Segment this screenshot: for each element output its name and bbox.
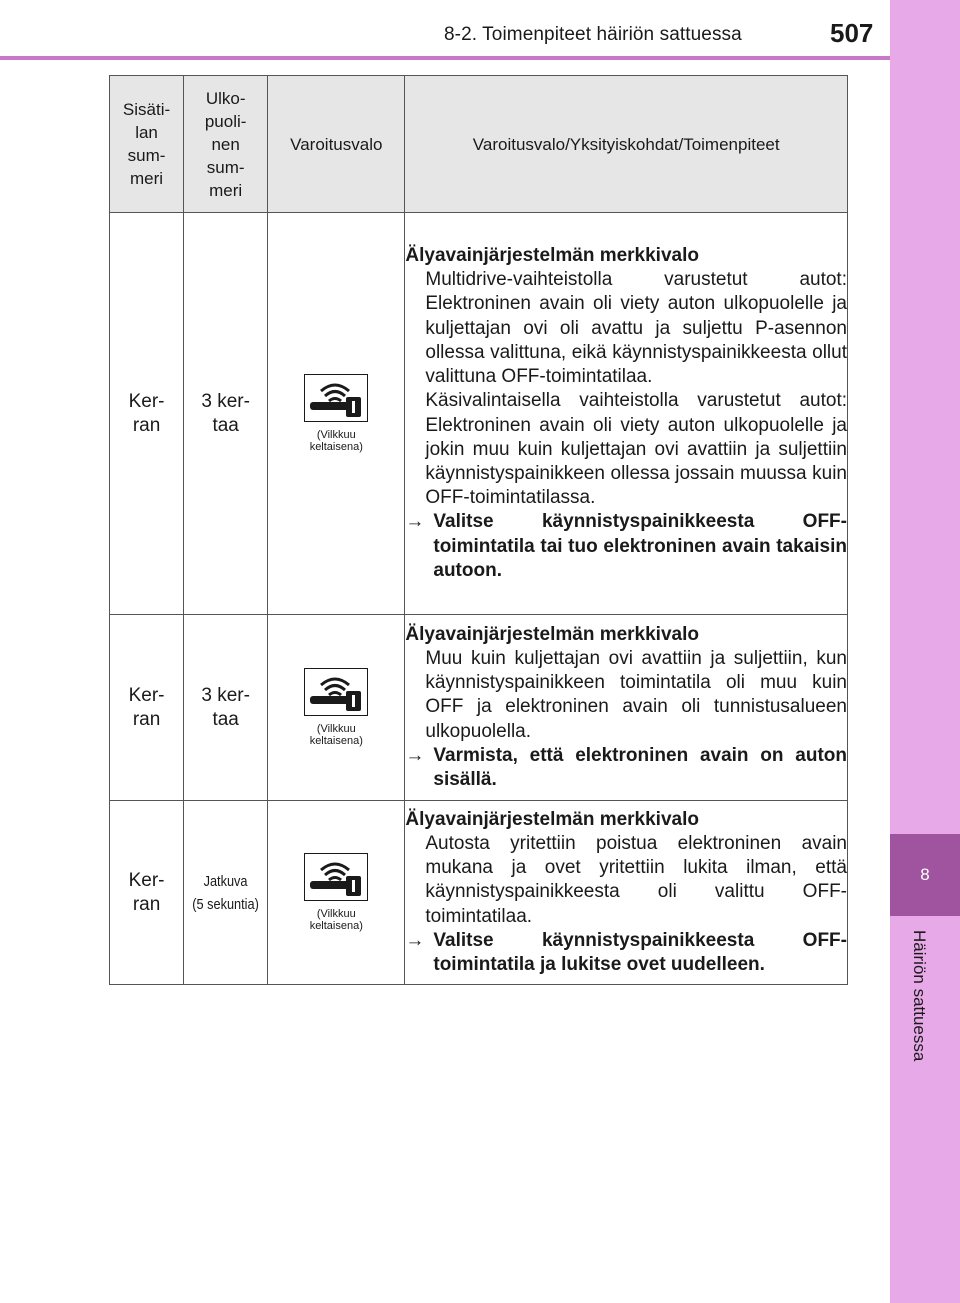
column-header-outside: Ulko- puoli- nen sum- meri	[184, 76, 268, 213]
header-rule	[0, 56, 890, 60]
column-header-inside: Sisäti- lan sum- meri	[110, 76, 184, 213]
warning-light-cell	[268, 615, 405, 801]
inside-buzzer-cell: Ker- ran	[110, 615, 184, 801]
smart-key-icon	[304, 374, 368, 422]
column-header-details: Varoitusvalo/Yksityiskohdat/Toimenpiteet	[405, 76, 848, 213]
action-instruction: → Valitse käynnistyspainikkeesta OFF-toimintatila ja lukitse ovet uudelleen.	[405, 929, 847, 977]
details-cell	[405, 213, 848, 615]
indicator-title: Älyavainjärjestelmän merkkivalo	[405, 623, 699, 645]
page-number: 507	[830, 18, 874, 48]
outside-buzzer-cell: Jatkuva (5 sekuntia)	[184, 801, 268, 985]
table-row	[110, 213, 848, 615]
arrow-right-icon: →	[405, 929, 425, 951]
side-tab	[890, 0, 960, 1303]
arrow-right-icon: →	[405, 511, 425, 533]
inside-buzzer-cell: Ker- ran	[110, 801, 184, 985]
table-row	[110, 801, 848, 985]
inside-buzzer-cell: Ker- ran	[110, 213, 184, 615]
column-header-warning-light: Varoitusvalo	[268, 76, 405, 213]
outside-buzzer-cell: 3 ker- taa	[184, 615, 268, 801]
warning-table	[109, 75, 848, 985]
outside-buzzer-cell: 3 ker- taa	[184, 213, 268, 615]
details-text: Autosta yritettiin poistua elektroninen avain mukana ja ovet yritettiin lukita ilman, että käynnistyspainikkeesta oli valittu OFF-toimintatilaa.	[425, 832, 847, 927]
details-text: Käsivalintaisella vaihteistolla varustetut autot: Elektroninen avain oli viety auton ulkopuolelle ja jokin muu kuin kuljettajan ovi avattiin ja suljettiin käynnistyspainikkeen ollessa jossain muussa kuin OFF-toimintatilassa.	[425, 390, 847, 509]
chapter-number: 8	[890, 834, 960, 916]
smart-key-icon	[304, 853, 368, 901]
icon-caption: (Vilkkuu keltaisena)	[309, 908, 363, 932]
details-text: Multidrive-vaihteistolla varustetut autot: Elektroninen avain oli viety auton ulkopuolelle ja kuljettajan ovi oli avattu ja suljettu P-asennon ollessa valittuna, eikä käynnistyspainikkeesta ollut valittuna OFF-toimintatilaa.	[425, 269, 847, 388]
details-cell	[405, 615, 848, 801]
indicator-title: Älyavainjärjestelmän merkkivalo	[405, 808, 699, 830]
warning-light-cell	[268, 213, 405, 615]
table-row	[110, 615, 848, 801]
chapter-label: Häiriön sattuessa	[910, 930, 929, 1062]
warning-light-cell	[268, 801, 405, 985]
indicator-title: Älyavainjärjestelmän merkkivalo	[405, 245, 699, 267]
details-cell	[405, 801, 848, 985]
table-header-row	[110, 76, 848, 213]
action-instruction: → Varmista, että elektroninen avain on auton sisällä.	[405, 744, 847, 792]
icon-caption: (Vilkkuu keltaisena)	[309, 723, 363, 747]
smart-key-icon	[304, 668, 368, 716]
arrow-right-icon: →	[405, 744, 425, 766]
icon-caption: (Vilkkuu keltaisena)	[309, 429, 363, 453]
section-title: 8-2. Toimenpiteet häiriön sattuessa	[444, 24, 742, 45]
details-text: Muu kuin kuljettajan ovi avattiin ja suljettiin, kun käynnistyspainikkeen toimintatila oli muu kuin OFF ja elektroninen avain oli tunnistusalueen ulkopuolella.	[425, 647, 847, 742]
action-instruction: → Valitse käynnistyspainikkeesta OFF-toimintatila tai tuo elektroninen avain takaisin autoon.	[405, 510, 847, 583]
